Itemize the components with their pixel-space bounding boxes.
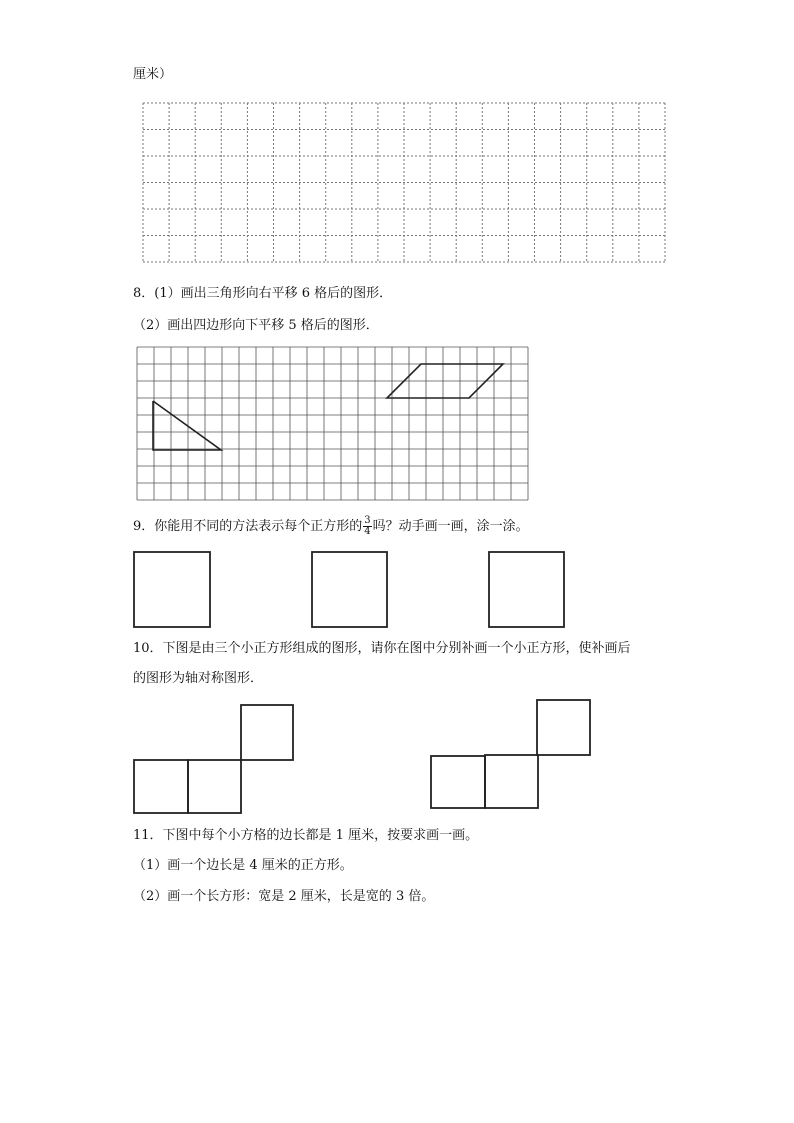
q9-square-2[interactable]	[312, 552, 387, 627]
q11-part2: （2）画一个长方形：宽是 2 厘米，长是宽的 3 倍。	[133, 889, 435, 904]
q9-text-after: 吗？动手画一画，涂一涂。	[372, 519, 529, 534]
q8-part1: 8．(1）画出三角形向右平移 6 格后的图形．	[133, 286, 393, 301]
q9-text-before: 9．你能用不同的方法表示每个正方形的	[133, 519, 363, 534]
dotted-grid[interactable]	[143, 103, 665, 262]
q10-left-square-2	[188, 760, 241, 813]
q8-grid[interactable]	[137, 347, 528, 500]
q10-line1: 10．下图是由三个小正方形组成的图形，请你在图中分别补画一个小正方形，使补画后	[133, 641, 631, 656]
q10-shape-right[interactable]	[431, 700, 590, 808]
q10-left-square-1	[134, 760, 188, 813]
q10-left-square-3	[241, 705, 293, 760]
q10-right-square-1	[431, 756, 485, 808]
q10-right-square-2	[485, 755, 538, 808]
q10-line2: 的图形为轴对称图形．	[133, 671, 264, 686]
q8-part2: （2）画出四边形向下平移 5 格后的图形．	[133, 318, 379, 333]
q9-square-1[interactable]	[134, 552, 210, 627]
q10-right-square-3	[537, 700, 590, 755]
continuation-text: 厘米）	[133, 67, 173, 82]
q8-triangle	[153, 401, 221, 450]
q9-square-3[interactable]	[489, 552, 564, 627]
q11-intro: 11．下图中每个小方格的边长都是 1 厘米，按要求画一画。	[133, 828, 479, 843]
q10-shape-left[interactable]	[134, 705, 293, 813]
fraction-numerator: 3	[364, 515, 371, 526]
q11-part1: （1）画一个边长是 4 厘米的正方形。	[133, 858, 353, 873]
fraction-denominator: 4	[364, 526, 371, 537]
